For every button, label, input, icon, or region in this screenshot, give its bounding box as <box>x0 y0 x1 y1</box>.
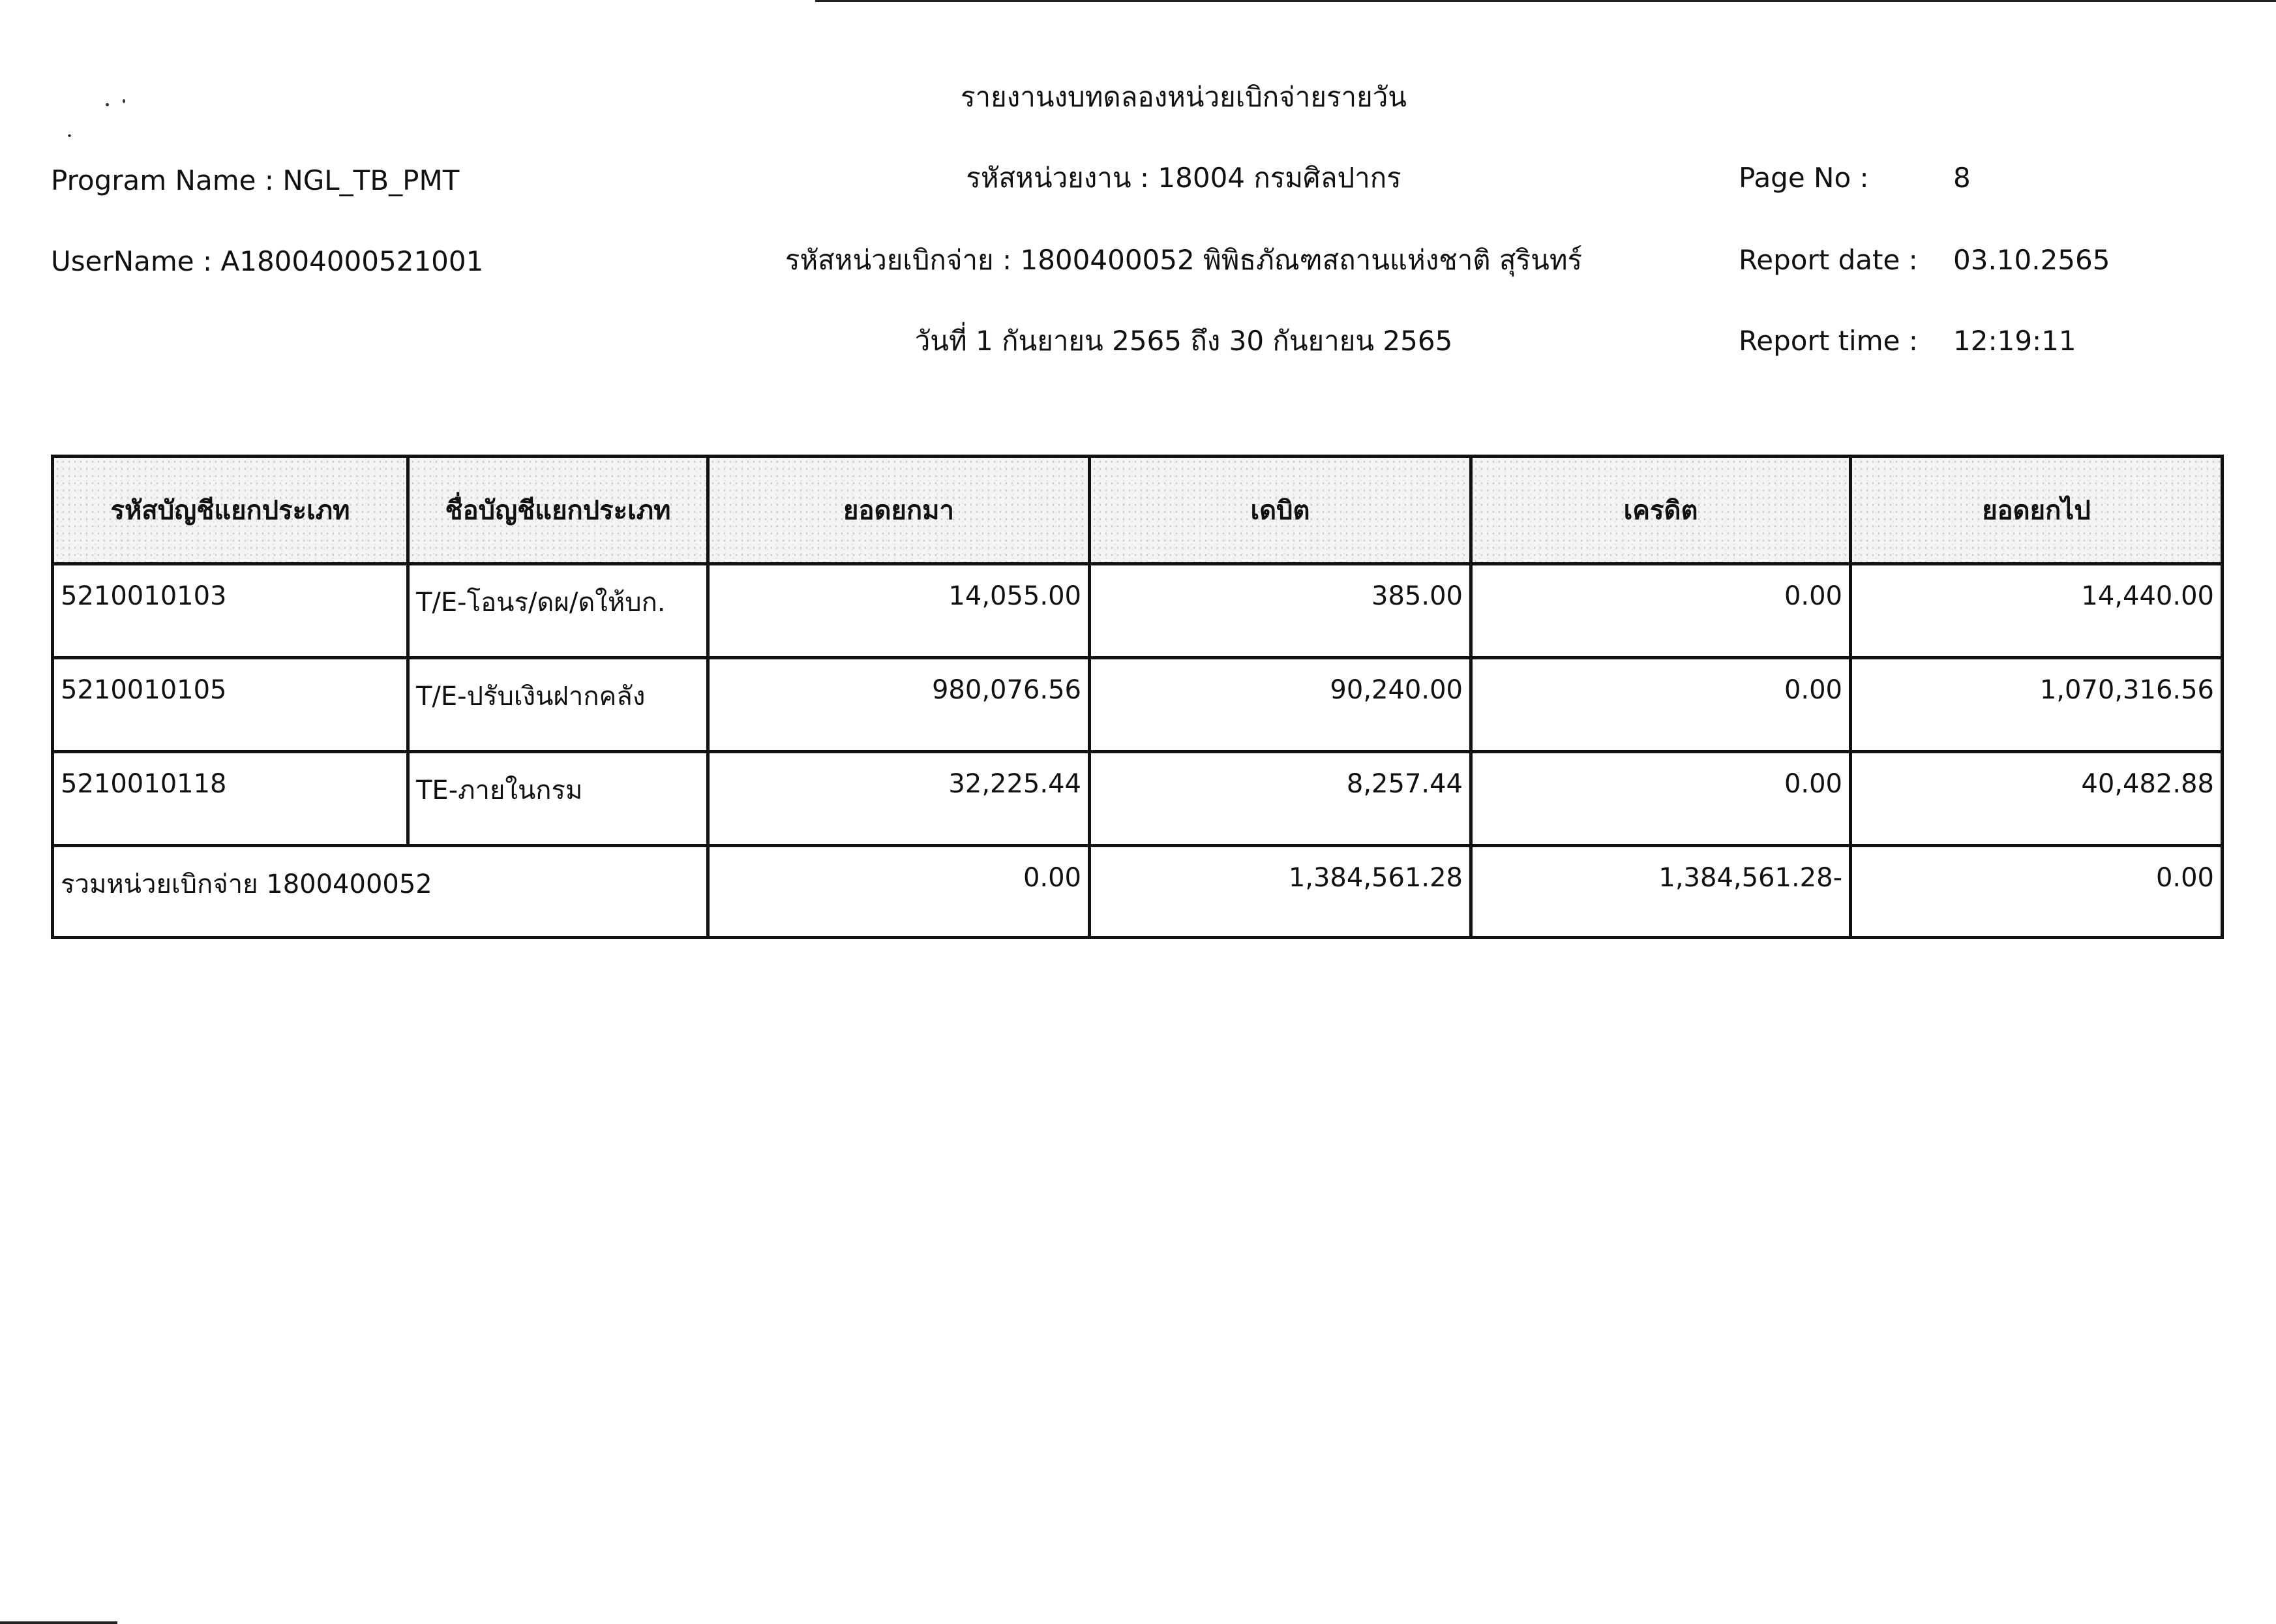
debit: 8,257.44 <box>1090 752 1471 846</box>
brought-forward: 14,055.00 <box>708 564 1090 658</box>
table-header-row <box>53 457 2223 564</box>
total-row <box>53 846 2223 938</box>
total-carried-forward: 0.00 <box>1851 846 2223 938</box>
total-credit: 1,384,561.28- <box>1471 846 1851 938</box>
header-debit: เดบิต <box>1090 457 1471 564</box>
scan-edge-bottom <box>0 1621 117 1624</box>
carried-forward: 40,482.88 <box>1851 752 2223 846</box>
period-line: วันที่ 1 กันยายน 2565 ถึง 30 กันยายน 2565 <box>914 325 1453 357</box>
credit: 0.00 <box>1471 752 1851 846</box>
account-code: 5210010105 <box>53 658 408 752</box>
scan-edge-top <box>815 0 2276 2</box>
header-account-code: รหัสบัญชีแยกประเภท <box>53 457 408 564</box>
credit: 0.00 <box>1471 564 1851 658</box>
report-time-label: Report time : <box>1739 325 1918 357</box>
account-name: T/E-โอนร/ดผ/ดให้บก. <box>408 564 708 658</box>
account-code: 5210010103 <box>53 564 408 658</box>
agency-line: รหัสหน่วยงาน : 18004 กรมศิลปากร <box>966 162 1401 194</box>
table-row <box>53 658 2223 752</box>
header-brought-forward: ยอดยกมา <box>708 457 1090 564</box>
total-debit: 1,384,561.28 <box>1090 846 1471 938</box>
debit: 385.00 <box>1090 564 1471 658</box>
report-time-value: 12:19:11 <box>1953 325 2076 357</box>
report-date-value: 03.10.2565 <box>1953 244 2110 276</box>
program-name: Program Name : NGL_TB_PMT <box>51 164 460 196</box>
report-date-label: Report date : <box>1739 244 1918 276</box>
table-row <box>53 564 2223 658</box>
brought-forward: 32,225.44 <box>708 752 1090 846</box>
header-credit: เครดิต <box>1471 457 1851 564</box>
header-account-name: ชื่อบัญชีแยกประเภท <box>408 457 708 564</box>
account-name: TE-ภายในกรม <box>408 752 708 846</box>
account-name: T/E-ปรับเงินฝากคลัง <box>408 658 708 752</box>
carried-forward: 14,440.00 <box>1851 564 2223 658</box>
total-label: รวมหน่วยเบิกจ่าย 1800400052 <box>53 846 708 938</box>
user-name: UserName : A18004000521001 <box>51 245 484 277</box>
scan-speck <box>68 134 71 137</box>
page-no-label: Page No : <box>1739 162 1869 194</box>
credit: 0.00 <box>1471 658 1851 752</box>
page-no-value: 8 <box>1953 162 1971 194</box>
header-carried-forward: ยอดยกไป <box>1851 457 2223 564</box>
disbursement-unit-line: รหัสหน่วยเบิกจ่าย : 1800400052 พิพิธภัณฑสถานแห่งชาติ สุรินทร์ <box>785 244 1583 276</box>
total-brought-forward: 0.00 <box>708 846 1090 938</box>
debit: 90,240.00 <box>1090 658 1471 752</box>
table-row <box>53 752 2223 846</box>
report-title: รายงานงบทดลองหน่วยเบิกจ่ายรายวัน <box>960 81 1407 113</box>
account-code: 5210010118 <box>53 752 408 846</box>
trial-balance-table <box>51 455 2224 939</box>
carried-forward: 1,070,316.56 <box>1851 658 2223 752</box>
brought-forward: 980,076.56 <box>708 658 1090 752</box>
